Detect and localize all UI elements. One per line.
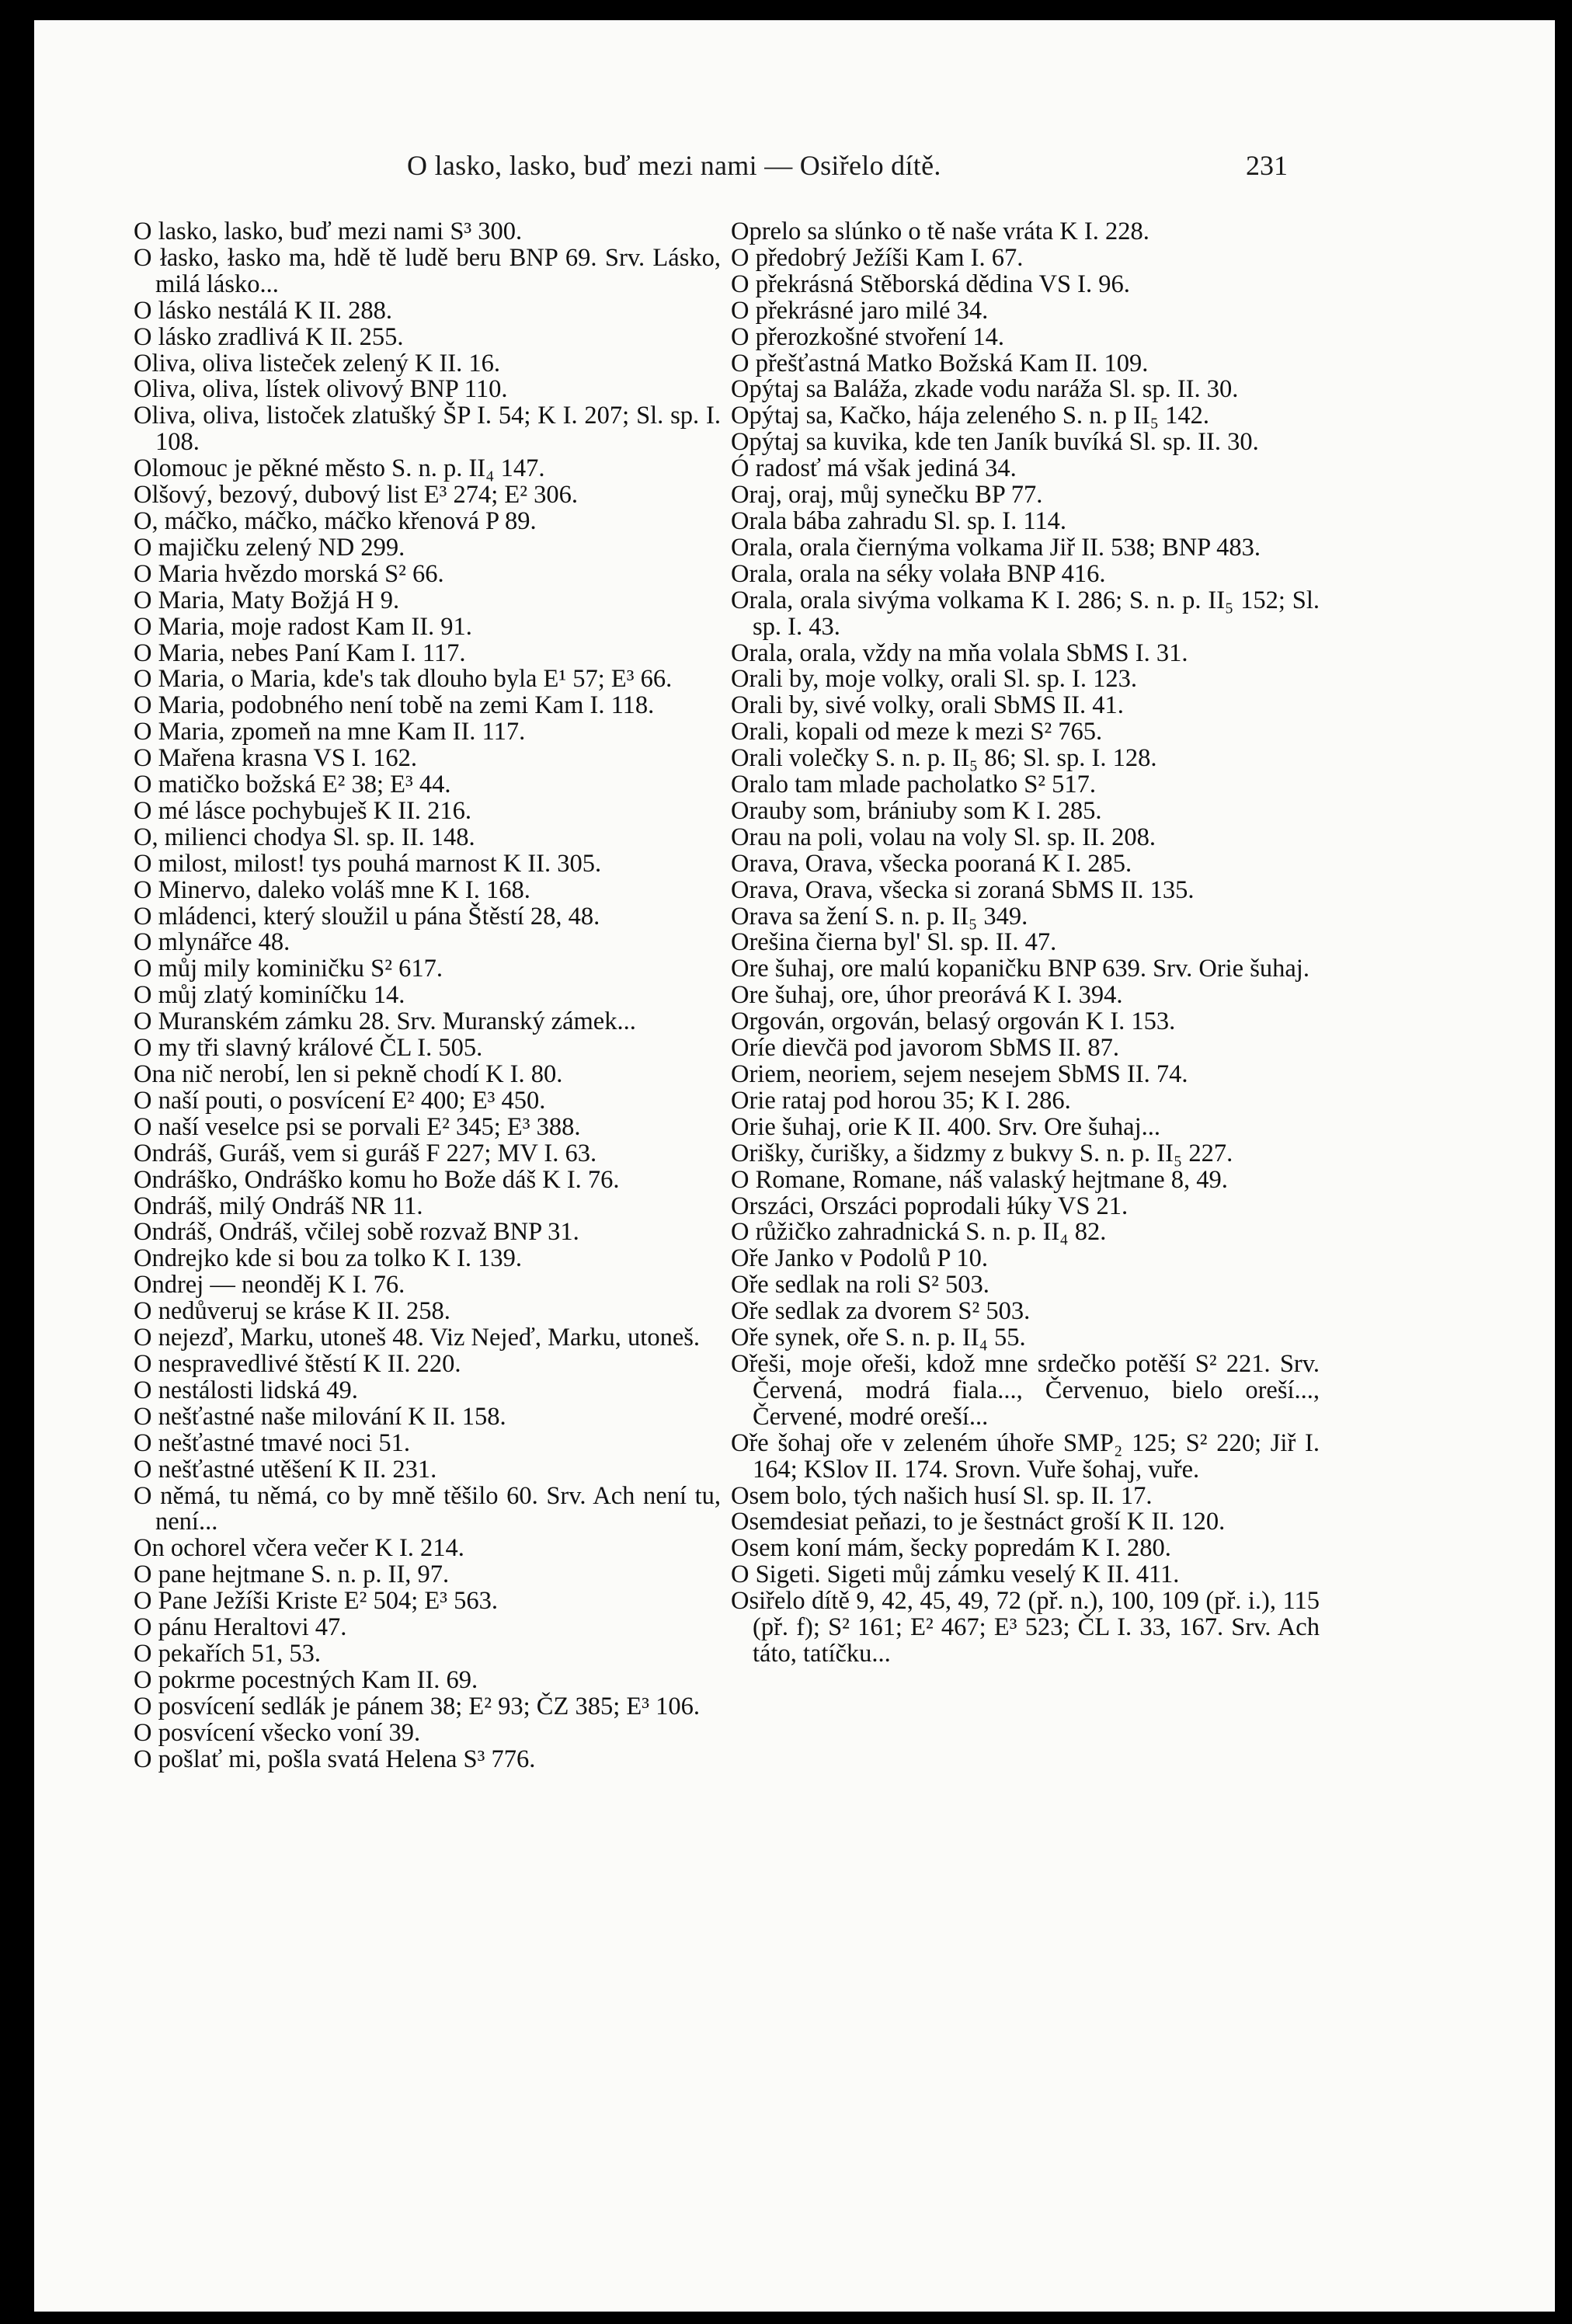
index-entry: On ochorel včera večer K I. 214. bbox=[134, 1534, 464, 1563]
index-entry: Orala, orala, vždy na mňa volala SbMS I. 31. bbox=[731, 638, 1188, 667]
index-entry: Ondráš, milý Ondráš NR 11. bbox=[134, 1192, 423, 1220]
index-entry: Orala, orala na séky volała BNP 416. bbox=[731, 559, 1106, 588]
index-entry: Orali, kopali od meze k mezi S² 765. bbox=[731, 718, 1103, 746]
index-entry: O němá, tu němá, co by mně těšilo 60. Srv. Ach není tu, není... bbox=[134, 1481, 721, 1536]
index-entry: Ó radosť má však jediná 34. bbox=[731, 454, 1017, 483]
index-entry: O mlynářce 48. bbox=[134, 928, 290, 957]
index-entry: Oře sedlak za dvorem S² 503. bbox=[731, 1297, 1031, 1326]
index-entry: Olšový, bezový, dubový list E³ 274; E² 306. bbox=[134, 481, 578, 510]
index-entry: O nešťastné naše milování K II. 158. bbox=[134, 1402, 506, 1431]
index-entry: O Maria, moje radost Kam II. 91. bbox=[134, 612, 472, 641]
index-entry: O Maria, podobného není tobě na zemi Kam I. 118. bbox=[134, 691, 655, 720]
index-entry: O Romane, Romane, náš valaský hejtmane 8, 49. bbox=[731, 1165, 1228, 1194]
index-entry: Orauby som, brániuby som K I. 285. bbox=[731, 796, 1102, 825]
index-entry: Ore šuhaj, ore malú kopaničku BNP 639. Srv. Orie šuhaj. bbox=[731, 955, 1309, 983]
index-entry: Oraj, oraj, můj synečku BP 77. bbox=[731, 481, 1043, 510]
index-entry: Orešina čierna byl' Sl. sp. II. 47. bbox=[731, 928, 1057, 957]
index-entry: Oprelo sa slúnko o tě naše vráta K I. 228. bbox=[731, 217, 1149, 245]
index-entry: Orava sa žení S. n. p. II₅ 349. bbox=[731, 902, 1028, 931]
index-entry: Osemdesiat peňazi, to je šestnáct groší K II. 120. bbox=[731, 1508, 1226, 1536]
index-entry: Oralo tam mlade pacholatko S² 517. bbox=[731, 771, 1097, 799]
index-entry: O předobrý Ježíši Kam I. 67. bbox=[731, 243, 1024, 272]
index-entry: Orali volečky S. n. p. II₅ 86; Sl. sp. I. 128. bbox=[731, 744, 1157, 773]
index-entry: O nespravedlivé štěstí K II. 220. bbox=[134, 1349, 461, 1378]
index-entry: O Maria, Maty Božjá H 9. bbox=[134, 586, 400, 614]
index-entry: Ona nič nerobí, len si pekně chodí K I. 80. bbox=[134, 1060, 563, 1088]
book-page bbox=[34, 20, 1555, 2312]
index-entry: O pekařích 51, 53. bbox=[134, 1639, 321, 1668]
index-column-right bbox=[731, 219, 1320, 1668]
index-entry: Orava, Orava, všecka si zoraná SbMS II. 135. bbox=[731, 875, 1195, 904]
index-entry: Ondráš, Ondráš, včilej sobě rozvaž BNP 31. bbox=[134, 1218, 579, 1247]
index-entry: Ořeši, moje ořeši, kdož mne srdečko potěší S² 221. Srv. Červená, modrá fiala..., Červenuo, bielo oreší..., Červené, modré oreší... bbox=[731, 1349, 1320, 1431]
index-entry: Orie rataj pod horou 35; K I. 286. bbox=[731, 1086, 1071, 1115]
index-entry: O pokrme pocestných Kam II. 69. bbox=[134, 1665, 478, 1694]
index-entry: O pane hejtmane S. n. p. II, 97. bbox=[134, 1560, 450, 1589]
index-entry: O matičko božská E² 38; E³ 44. bbox=[134, 771, 451, 799]
index-entry: Oriem, neoriem, sejem nesejem SbMS II. 74. bbox=[731, 1060, 1188, 1088]
index-entry: O Maria hvězdo morská S² 66. bbox=[134, 559, 444, 588]
index-entry: Opýtaj sa Baláža, zkade vodu naráža Sl. sp. II. 30. bbox=[731, 375, 1239, 404]
index-entry: Opýtaj sa kuvika, kde ten Janík buvíká Sl. sp. II. 30. bbox=[731, 428, 1259, 457]
index-entry: O, máčko, máčko, máčko křenová P 89. bbox=[134, 506, 537, 535]
index-entry: O naší veselce psi se porvali E² 345; E³ 388. bbox=[134, 1112, 581, 1141]
index-column-left bbox=[134, 219, 721, 1773]
index-entry: Orszáci, Orszáci poprodali łúky VS 21. bbox=[731, 1192, 1129, 1220]
index-entry: O pánu Heraltovi 47. bbox=[134, 1613, 347, 1642]
index-entry: Opýtaj sa, Kačko, hája zeleného S. n. p II₅ 142. bbox=[731, 402, 1210, 430]
index-entry: O majičku zelený ND 299. bbox=[134, 533, 405, 562]
index-entry: O Maria, o Maria, kde's tak dlouho byla E¹ 57; E³ 66. bbox=[134, 665, 673, 694]
index-entry: Orava, Orava, všecka pooraná K I. 285. bbox=[731, 849, 1132, 878]
index-entry: Oríe dievčä pod javorom SbMS II. 87. bbox=[731, 1034, 1120, 1063]
index-entry: O posvícení sedlák je pánem 38; E² 93; ČZ 385; E³ 106. bbox=[134, 1692, 700, 1720]
index-entry: Ore šuhaj, ore, úhor preorává K I. 394. bbox=[731, 981, 1123, 1010]
index-entry: Oliva, oliva, listoček zlatušký ŠP I. 54; K I. 207; Sl. sp. I. 108. bbox=[134, 402, 721, 457]
index-entry: O Maria, zpomeň na mne Kam II. 117. bbox=[134, 718, 526, 746]
index-entry: O mé lásce pochybuješ K II. 216. bbox=[134, 796, 472, 825]
index-entry: O pošlať mi, pošla svatá Helena S³ 776. bbox=[134, 1745, 536, 1773]
index-entry: Oře šohaj oře v zeleném úhoře SMP₂ 125; S² 220; Jiř I. 164; KSlov II. 174. Srovn. Vuře šohaj, vuře. bbox=[731, 1428, 1320, 1484]
index-entry: O nestálosti lidská 49. bbox=[134, 1376, 358, 1404]
index-entry: Oře sedlak na roli S² 503. bbox=[731, 1271, 989, 1299]
index-entry: O nejezď, Marku, utoneš 48. Viz Nejeď, Marku, utoneš. bbox=[134, 1324, 701, 1352]
index-entry: O Maria, nebes Paní Kam I. 117. bbox=[134, 638, 466, 667]
index-entry: O růžičko zahradnická S. n. p. II₄ 82. bbox=[731, 1218, 1107, 1247]
index-entry: O Mařena krasna VS I. 162. bbox=[134, 744, 417, 773]
index-entry: O nedůveruj se kráse K II. 258. bbox=[134, 1297, 450, 1326]
index-entry: Oře Janko v Podolů P 10. bbox=[731, 1244, 989, 1273]
index-entry: O nešťastné tmavé noci 51. bbox=[134, 1428, 410, 1457]
index-entry: Orišky, čurišky, a šidzmy z bukvy S. n. p. II₅ 227. bbox=[731, 1139, 1233, 1167]
running-title: O lasko, lasko, buď mezi nami — Osiřelo dítě. bbox=[407, 150, 941, 181]
index-entry: Olomouc je pěkné město S. n. p. II₄ 147. bbox=[134, 454, 545, 483]
index-entry: Osiřelo dítě 9, 42, 45, 49, 72 (př. n.), 100, 109 (př. i.), 115 (př. f); S² 161; E² 467; E³ 523; ČL I. 33, 167. Srv. Ach táto, tatíčku... bbox=[731, 1587, 1320, 1668]
index-entry: Orala, orala sivýma volkama K I. 286; S. n. p. II₅ 152; Sl. sp. I. 43. bbox=[731, 586, 1320, 641]
index-entry: O nešťastné utěšení K II. 231. bbox=[134, 1455, 437, 1484]
index-entry: Oliva, oliva listeček zelený K II. 16. bbox=[134, 349, 500, 377]
page-header bbox=[34, 149, 1555, 188]
index-entry: Ondráško, Ondráško komu ho Bože dáš K I. 76. bbox=[134, 1165, 620, 1194]
page-number: 231 bbox=[1246, 150, 1288, 181]
index-entry: Osem koní mám, šecky popredám K I. 280. bbox=[731, 1534, 1171, 1563]
index-entry: O mládenci, který sloužil u pána Štěstí 28, 48. bbox=[134, 902, 600, 931]
index-entry: Orie šuhaj, orie K II. 400. Srv. Ore šuhaj... bbox=[731, 1112, 1160, 1141]
index-entry: Osem bolo, tých našich husí Sl. sp. II. 17. bbox=[731, 1481, 1153, 1510]
index-entry: O lásko zradlivá K II. 255. bbox=[134, 322, 404, 351]
index-entry: O můj zlatý kominíčku 14. bbox=[134, 981, 405, 1010]
index-entry: O přerozkošné stvoření 14. bbox=[731, 322, 1004, 351]
index-entry: O lásko nestálá K II. 288. bbox=[134, 296, 393, 325]
index-entry: Oliva, oliva, lístek olivový BNP 110. bbox=[134, 375, 508, 404]
index-entry: O Minervo, daleko voláš mne K I. 168. bbox=[134, 875, 530, 904]
index-entry: O přešťastná Matko Božská Kam II. 109. bbox=[731, 349, 1149, 377]
index-entry: O Muranském zámku 28. Srv. Muranský zámek... bbox=[134, 1007, 636, 1036]
index-entry: O my tři slavný králové ČL I. 505. bbox=[134, 1034, 483, 1063]
index-entry: Oře synek, oře S. n. p. II₄ 55. bbox=[731, 1324, 1026, 1352]
index-entry: Orau na poli, volau na voly Sl. sp. II. 208. bbox=[731, 823, 1156, 851]
index-entry: O překrásná Stěborská dědina VS I. 96. bbox=[731, 270, 1130, 298]
index-entry: Ondrejko kde si bou za tolko K I. 139. bbox=[134, 1244, 523, 1273]
index-entry: O milost, milost! tys pouhá marnost K II. 305. bbox=[134, 849, 602, 878]
index-entry: O naší pouti, o posvícení E² 400; E³ 450. bbox=[134, 1086, 546, 1115]
index-entry: O můj mily kominičku S² 617. bbox=[134, 955, 443, 983]
index-entry: O posvícení všecko voní 39. bbox=[134, 1718, 421, 1747]
index-entry: Orali by, moje volky, orali Sl. sp. I. 123. bbox=[731, 665, 1137, 694]
index-entry: O lasko, lasko, buď mezi nami S³ 300. bbox=[134, 217, 523, 245]
index-entry: Ondrej — neonděj K I. 76. bbox=[134, 1271, 405, 1299]
index-entry: Orala bába zahradu Sl. sp. I. 114. bbox=[731, 506, 1066, 535]
index-entry: Orali by, sivé volky, orali SbMS II. 41. bbox=[731, 691, 1124, 720]
index-entry: Ondráš, Guráš, vem si guráš F 227; MV I. 63. bbox=[134, 1139, 597, 1167]
index-entry: O Sigeti. Sigeti můj zámku veselý K II. 411. bbox=[731, 1560, 1180, 1589]
index-entry: Orgován, orgován, belasý orgován K I. 153. bbox=[731, 1007, 1176, 1036]
index-entry: O, milienci chodya Sl. sp. II. 148. bbox=[134, 823, 475, 851]
index-entry: O překrásné jaro milé 34. bbox=[731, 296, 989, 325]
index-entry: O Pane Ježíši Kriste E² 504; E³ 563. bbox=[134, 1587, 498, 1616]
index-entry: Orala, orala čiernýma volkama Jiř II. 538; BNP 483. bbox=[731, 533, 1261, 562]
index-entry: O łasko, łasko ma, hdě tě ludě beru BNP 69. Srv. Lásko, milá lásko... bbox=[134, 243, 721, 298]
